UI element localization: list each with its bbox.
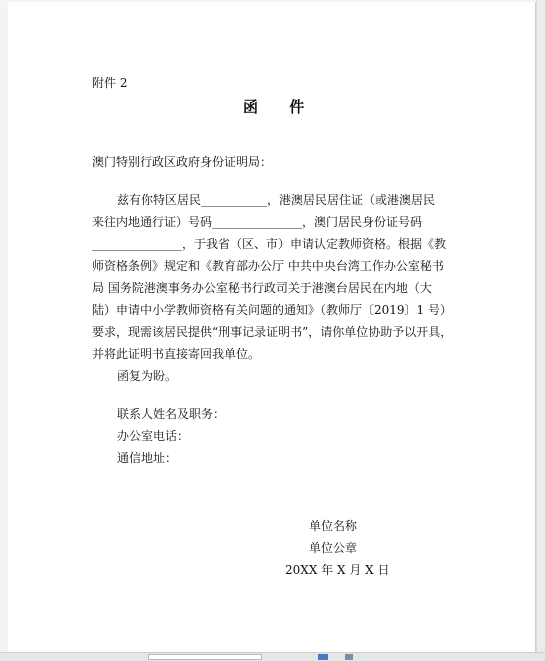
- body-line-9: 函复为盼。: [117, 369, 178, 383]
- body-line-8: 并将此证明书直接寄回我单位。: [92, 347, 261, 361]
- page-view-icon[interactable]: [345, 654, 353, 660]
- document-date: 20XX 年 X 月 X 日: [285, 563, 390, 577]
- contact-name-label: 联系人姓名及职务：: [117, 407, 226, 421]
- document-title: 函 件: [243, 98, 318, 116]
- vertical-scrollbar[interactable]: [536, 0, 545, 652]
- body-line-6: 陆）申请中小学教师资格有关问题的通知》（教师厅〔2019〕1 号）: [92, 303, 452, 317]
- body-line-4: 师资格条例》规定和《教育部办公厅 中共中央台湾工作办公室秘书: [92, 259, 444, 273]
- page-input[interactable]: [148, 654, 262, 660]
- document-icon[interactable]: [318, 654, 328, 660]
- unit-seal-label: 单位公章: [309, 541, 358, 555]
- body-line-7: 要求，现需该居民提供“刑事记录证明书”，请你单位协助予以开具，: [92, 325, 453, 339]
- unit-name-label: 单位名称: [309, 519, 358, 533]
- document-page: [8, 2, 536, 653]
- attachment-label: 附件 2: [92, 76, 128, 90]
- office-phone-label: 办公室电话：: [117, 429, 190, 443]
- address-label: 通信地址：: [117, 451, 178, 465]
- body-line-5: 局 国务院港澳事务办公室秘书行政司关于港澳台居民在内地（大: [92, 281, 432, 295]
- body-line-3: _______________，于我省（区、市）申请认定教师资格。根据《教: [92, 237, 447, 251]
- body-line-1: 兹有你特区居民___________，港澳居民居住证（或港澳居民: [117, 193, 436, 207]
- recipient-line: 澳门特别行政区政府身份证明局：: [92, 155, 273, 169]
- body-line-2: 来往内地通行证）号码_______________，澳门居民身份证号码: [92, 215, 423, 229]
